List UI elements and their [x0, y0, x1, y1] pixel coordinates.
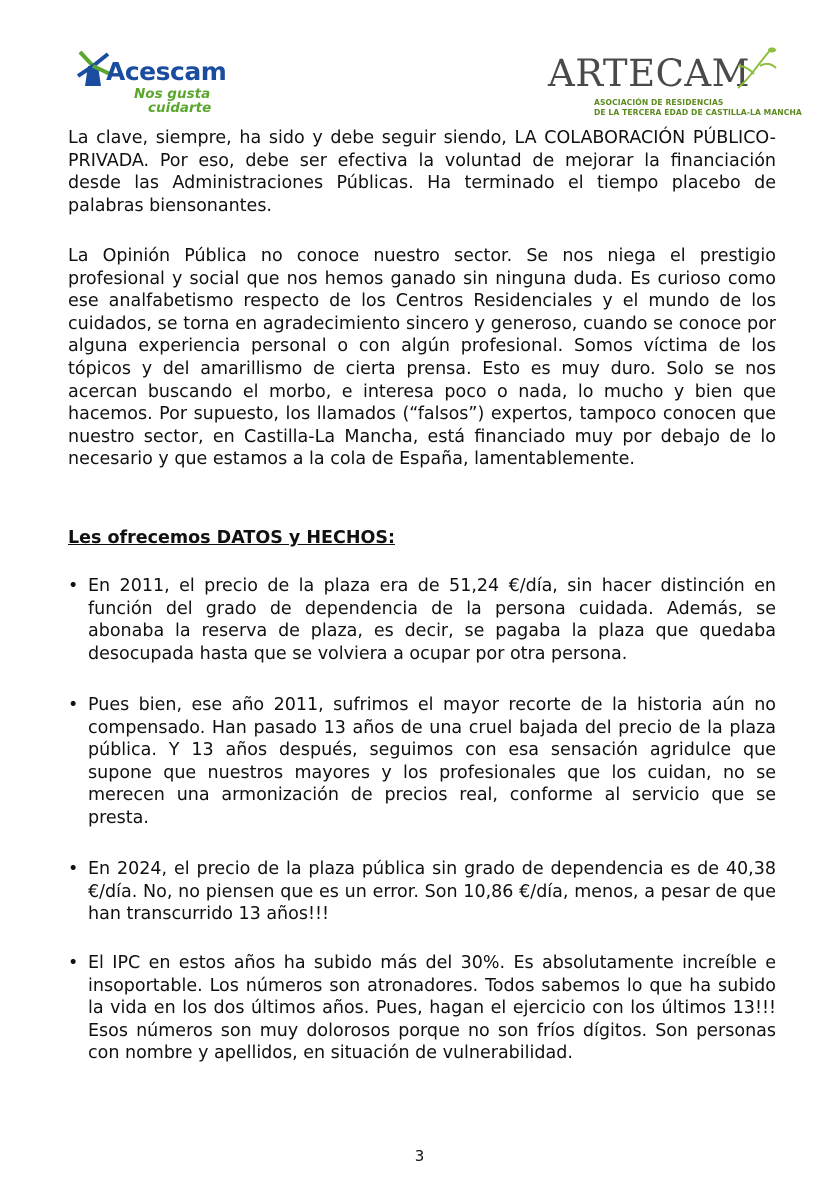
artecam-logo	[548, 42, 802, 120]
leaf-sprig-icon	[732, 42, 780, 94]
paragraph-opinion-publica: La Opinión Pública no conoce nuestro sector. Se nos niega el prestigio profesional y social que nos hemos ganado sin ninguna duda. Es curioso como ese analfabetismo respecto de los Centros Residenciales y el mundo de los cuidados, se torna en agradecimiento sincero y generoso, cuando se conoce por alguna experiencia personal o con algún profesional. Somos víctima de los tópicos y del amarillismo de cierta prensa. Esto es muy duro. Solo se nos acercan buscando el morbo, e interesa poco o nada, lo mucho y bien que hacemos. Por supuesto, los llamados (“falsos”) expertos, tampoco conocen que nuestro sector, en Castilla-La Mancha, está financiado muy por debajo de lo necesario y que estamos a la cola de España, lamentablemente.	[68, 246, 776, 470]
artecam-subtitle-line2: DE LA TERCERA EDAD DE CASTILLA-LA MANCHA	[594, 108, 802, 117]
bullet-marker: •	[68, 576, 79, 596]
section-heading: Les ofrecemos DATOS y HECHOS:	[68, 528, 395, 548]
bullet-marker: •	[68, 953, 79, 973]
bullet-text: En 2011, el precio de la plaza era de 51,24 €/día, sin hacer distinción en función del grado de dependencia de la persona cuidada. Además, se abonaba la reserva de plaza, es decir, se pagaba la plaza que quedaba desocupada hasta que se volviera a ocupar por otra persona.	[88, 576, 776, 664]
artecam-subtitle-line1: ASOCIACIÓN DE RESIDENCIAS	[594, 98, 724, 107]
bullet-text: En 2024, el precio de la plaza pública sin grado de dependencia es de 40,38 €/día. No, no piensen que es un error. Son 10,86 €/día, menos, a pesar de que han transcurrido 13 años!!!	[88, 859, 776, 925]
bullet-text: El IPC en estos años ha subido más del 30%. Es absolutamente increíble e insoportable. Los números son atronadores. Todos sabemos lo que ha subido la vida en los dos últimos años. Pues, hagan el ejercicio con los últimos 13!!! Esos números son muy dolorosos porque no son fríos dígitos. Son personas con nombre y apellidos, en situación de vulnerabilidad.	[88, 953, 776, 1064]
bullet-marker: •	[68, 859, 79, 879]
bullet-text: Pues bien, ese año 2011, sufrimos el mayor recorte de la historia aún no compensado. Han pasado 13 años de una cruel bajada del precio de la plaza pública. Y 13 años después, seguimos con esa sensación agridulce que supone que nuestros mayores y los profesionales que los cuidan, no se merecen una armonización de precios real, conforme al servicio que se presta.	[88, 695, 776, 828]
bullet-marker: •	[68, 695, 79, 715]
acescam-tagline-line1: Nos gusta	[134, 86, 211, 102]
paragraph-colaboracion: La clave, siempre, ha sido y debe seguir siendo, LA COLABORACIÓN PÚBLICO-PRIVADA. Por eso, debe ser efectiva la voluntad de mejorar la financiación desde las Administraciones Públicas. Ha terminado el tiempo placebo de palabras biensonantes.	[68, 128, 776, 216]
artecam-brand-text: ARTECAM	[548, 52, 751, 95]
acescam-brand-text: Acescam	[106, 57, 227, 86]
page-number: 3	[414, 1147, 425, 1165]
acescam-logo	[68, 44, 230, 118]
acescam-tagline-line2: cuidarte	[148, 100, 212, 116]
